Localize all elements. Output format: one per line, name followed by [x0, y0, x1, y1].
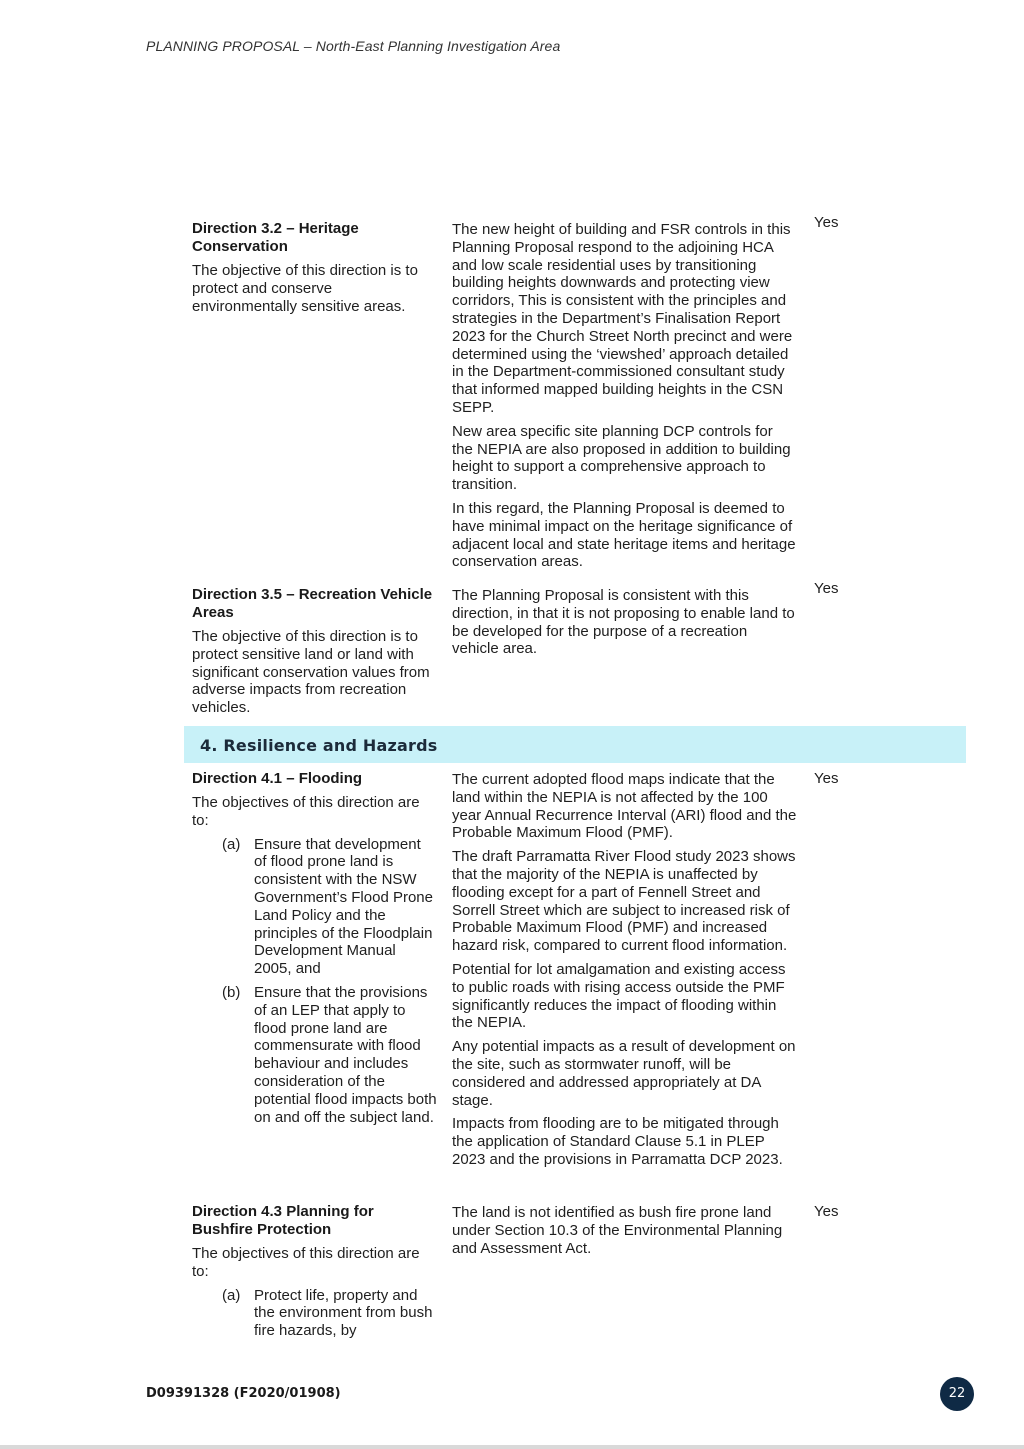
direction-objective: The objective of this direction is to protect and conserve environmentally sensitive areas. [192, 262, 418, 315]
direction-title: Direction 3.2 – Heritage Conservation [192, 220, 359, 255]
response-paragraph: Potential for lot amalgamation and existing access to public roads with rising access outside the PMF significantly reduces the impact of flooding within the NEPIA. [452, 960, 786, 1032]
response-column [452, 1204, 797, 1263]
direction-objective: The objective of this direction is to protect sensitive land or land with significant conservation values from adverse impacts from recreation vehicles. [192, 628, 430, 717]
objective-list [192, 1287, 437, 1340]
consistency-value: Yes [814, 580, 839, 597]
list-item-label: (b) [222, 983, 241, 1001]
section-number: 4. [200, 736, 218, 755]
direction-column [192, 586, 437, 717]
response-paragraph: The current adopted flood maps indicate that the land within the NEPIA is not affected by the 100 year Annual Recurrence Interval (ARI) flood and the Probable Maximum Flood (PMF). [452, 771, 797, 842]
direction-column [192, 770, 437, 1132]
response-paragraph: New area specific site planning DCP controls for the NEPIA are also proposed in addition to building height to support a comprehensive approach to transition. [452, 422, 791, 494]
list-item [192, 984, 437, 1126]
consistency-value: Yes [814, 214, 839, 231]
direction-objective: The objectives of this direction are to: [192, 794, 420, 829]
consistency-value: Yes [814, 1203, 839, 1220]
response-paragraph: Impacts from flooding are to be mitigated through the application of Standard Clause 5.1 in PLEP 2023 and the provisions in Parramatta DCP 2023. [452, 1115, 783, 1168]
list-item [192, 1287, 437, 1340]
response-paragraph: Any potential impacts as a result of development on the site, such as stormwater runoff, will be considered and addressed appropriately at DA stage. [452, 1038, 796, 1109]
response-paragraph: The new height of building and FSR controls in this Planning Proposal respond to the adjoining HCA and low scale residential uses by transitioning building heights downwards and protecting view corridors, This is consistent with the principles and strategies in the Department’s Finalisation Report 2023 for the Church Street North precinct and were determined using the ‘viewshed’ approach detailed in the Department-commissioned consultant study that informed mapped building heights in the CSN SEPP. [452, 221, 793, 416]
consistency-value: Yes [814, 770, 839, 787]
document-header: PLANNING PROPOSAL – North-East Planning Investigation Area [146, 38, 561, 54]
page-edge-divider [0, 1445, 1024, 1449]
direction-title: Direction 4.3 Planning for Bushfire Protection [192, 1203, 374, 1238]
response-paragraph: The draft Parramatta River Flood study 2023 shows that the majority of the NEPIA is unaffected by flooding except for a part of Fennell Street and Sorrell Street which are subject to increased risk of Probable Maximum Flood (PMF) and increased hazard risk, compared to current flood information. [452, 848, 796, 955]
list-item-label: (a) [222, 1286, 241, 1304]
direction-objective: The objectives of this direction are to: [192, 1245, 420, 1280]
list-item [192, 836, 437, 978]
list-item-label: (a) [222, 835, 241, 853]
response-column [452, 221, 797, 577]
document-reference: D09391328 (F2020/01908) [146, 1386, 341, 1401]
response-column [452, 771, 797, 1175]
page-number-badge: 22 [940, 1377, 974, 1411]
response-paragraph: The Planning Proposal is consistent with this direction, in that it is not proposing to enable land to be developed for the purpose of a recreation vehicle area. [452, 587, 795, 658]
direction-title: Direction 4.1 – Flooding [192, 770, 363, 787]
list-item-text: Ensure that development of flood prone land is consistent with the NSW Government’s Flood Prone Land Policy and the principles of the Floodplain Development Manual 2005, and [254, 835, 433, 978]
section-title: Resilience and Hazards [223, 736, 438, 755]
objective-list [192, 836, 437, 1127]
direction-column [192, 1203, 437, 1346]
section-heading-band [184, 726, 966, 763]
response-column [452, 587, 797, 664]
direction-column [192, 220, 437, 315]
list-item-text: Protect life, property and the environment from bush fire hazards, by [254, 1286, 433, 1340]
response-paragraph: In this regard, the Planning Proposal is deemed to have minimal impact on the heritage significance of adjacent local and state heritage items and heritage conservation areas. [452, 499, 796, 571]
response-paragraph: The land is not identified as bush fire prone land under Section 10.3 of the Environmental Planning and Assessment Act. [452, 1204, 783, 1257]
direction-title: Direction 3.5 – Recreation Vehicle Areas [192, 586, 433, 621]
section-heading [200, 736, 437, 755]
list-item-text: Ensure that the provisions of an LEP that apply to flood prone land are commensurate with flood behaviour and includes consideration of the potential flood impacts both on and off the subject land. [254, 983, 437, 1126]
